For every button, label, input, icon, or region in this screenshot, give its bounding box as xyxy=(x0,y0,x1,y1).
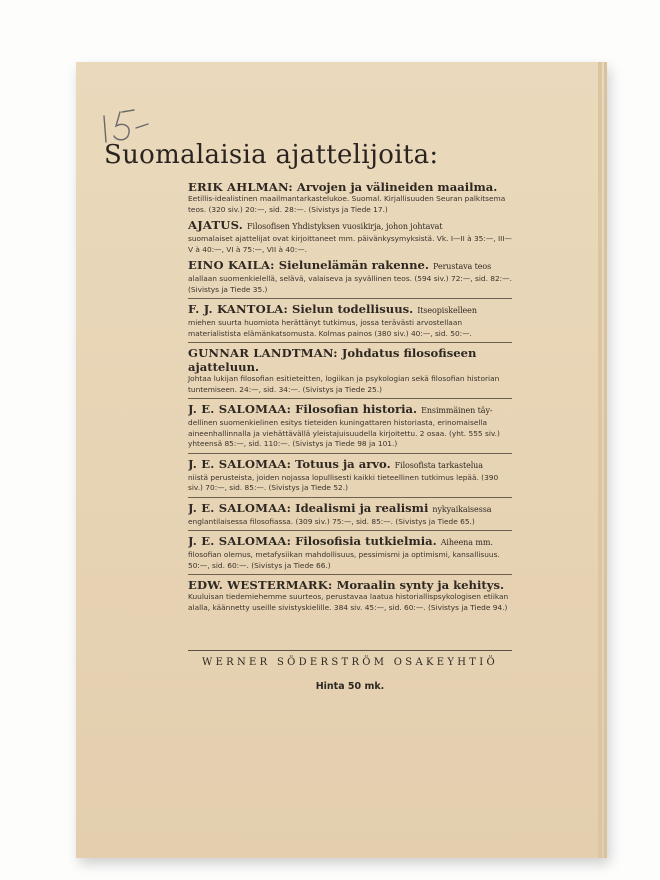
entry-heading xyxy=(188,258,512,274)
entry-heading xyxy=(188,578,512,592)
entry-heading xyxy=(188,180,512,194)
entry-author: EDW. WESTERMARK: xyxy=(188,578,333,592)
book-entry xyxy=(188,218,512,255)
book-entry xyxy=(188,530,512,571)
entry-author: EINO KAILA: xyxy=(188,258,275,272)
entry-inline-text: Filosofisen Yhdistyksen vuosikirja, johon johtavat xyxy=(247,222,443,231)
entry-title: Sielunelämän rakenne. xyxy=(278,258,429,272)
entry-heading xyxy=(188,302,512,318)
entry-description: englantilaisessa filosofiassa. (309 siv.) 75:—, sid. 85:—. (Sivistys ja Tiede 65.) xyxy=(188,516,475,526)
catalog-heading: Suomalaisia ajattelijoita: xyxy=(104,140,439,170)
cover-edge xyxy=(598,62,602,858)
entry-author: F. J. KANTOLA: xyxy=(188,302,288,316)
entry-title: Moraalin synty ja kehitys. xyxy=(336,578,505,592)
book-entry xyxy=(188,342,512,395)
entry-inline-text: Ensimmäinen täy- xyxy=(421,406,493,415)
entry-author: ERIK AHLMAN: xyxy=(188,180,293,194)
entry-title: Totuus ja arvo. xyxy=(295,456,391,471)
entry-title: Idealismi ja realismi xyxy=(295,500,429,515)
entry-author: J. E. SALOMAA: xyxy=(188,456,292,471)
entry-inline-text: Perustava teos xyxy=(433,262,492,271)
entry-description: niistä perusteista, joiden nojassa lopullisesti kaikki tieteellinen tutkimus lepää. (390 siv.) 70:—, sid. 85:—. (Sivistys ja Tiede 52.) xyxy=(188,472,499,492)
book-entry xyxy=(188,453,512,494)
entry-author: AJATUS. xyxy=(188,218,243,232)
publisher-divider xyxy=(188,650,512,651)
entry-inline-text: nykyaikaisessa xyxy=(432,504,492,514)
entry-heading xyxy=(188,218,512,234)
book-list xyxy=(188,180,512,616)
price-label: Hinta 50 mk. xyxy=(315,681,385,692)
entry-title: Johdatus filosofiseen ajatteluun. xyxy=(188,346,477,374)
book-entry xyxy=(188,398,512,450)
entry-description: Eetillis-idealistinen maailmantarkastelukoe. Suomal. Kirjallisuuden Seuran palkitsema teos. (320 siv.) 20:—, sid. 28:—. (Sivistys ja Tiede 17.) xyxy=(188,194,506,214)
entry-inline-text: Filosofista tarkastelua xyxy=(394,460,483,470)
entry-description: Johtaa lukijan filosofian esitieteitten, logiikan ja psykologian sekä filosofian historian tuntemiseen. 24:—, sid. 34:—. (Sivistys ja Tiede 25.) xyxy=(188,374,500,394)
entry-author: J. E. SALOMAA: xyxy=(188,402,292,416)
entry-description: miehen suurta huomiota herättänyt tutkimus, jossa terävästi arvostellaan materialistista elämänkatsomusta. Kolmas painos (380 siv.) 40:—, sid. 50:—. xyxy=(188,318,472,338)
entry-title: Arvojen ja välineiden maailma. xyxy=(296,180,498,194)
book-entry xyxy=(188,258,512,295)
entry-description: suomalaiset ajattelijat ovat kirjoittaneet mm. päivänkysymyksistä. Vk. I—II à 35:—, III—V à 40:—, VI à 75:—, VII à 40:—. xyxy=(188,234,512,254)
entry-author: J. E. SALOMAA: xyxy=(188,534,292,548)
publisher-name: WERNER SÖDERSTRÖM OSAKEYHTIÖ xyxy=(201,657,498,668)
entry-heading xyxy=(188,457,512,473)
entry-description: filosofian olemus, metafysiikan mahdollisuus, pessimismi ja optimismi, kansallisuus. 50:—, sid. 60:—. (Sivistys ja Tiede 66.) xyxy=(188,550,500,570)
entry-description: dellinen suomenkielinen esitys tieteiden kuningattaren historiasta, erinomaisella aineenhallinnalla ja viehättävällä yleistajuisuudella kirjoitettu. 2 osaa. (yht. 555 siv.) yhteensä 85:—, sid. 110:—. (Sivistys ja Tiede 98 ja 101.) xyxy=(188,418,500,448)
book-entry xyxy=(188,298,512,339)
entry-description: Kuuluisan tiedemiehemme suurteos, perustavaa laatua historiallispsykologisen etiikan alalla, käännetty useille sivistyskielille. 384 siv. 45:—, sid. 60:—. (Sivistys ja Tiede 94.) xyxy=(188,592,509,612)
entry-heading xyxy=(188,402,512,418)
entry-heading xyxy=(188,534,512,550)
entry-title: Filosofisia tutkielmia. xyxy=(295,534,437,548)
entry-heading xyxy=(188,346,512,374)
entry-author: GUNNAR LANDTMAN: xyxy=(188,346,338,360)
book-entry xyxy=(188,574,512,613)
book-entry xyxy=(188,497,512,528)
entry-inline-text: Aiheena mm. xyxy=(440,538,493,547)
entry-inline-text: Itseopiskelleen xyxy=(417,306,477,315)
entry-title: Filosofian historia. xyxy=(295,402,418,416)
entry-description: alallaan suomenkielellä, selävä, valaiseva ja syvällinen teos. (594 siv.) 72:—, sid. 82:—. (Sivistys ja Tiede 35.) xyxy=(188,274,512,294)
book-entry xyxy=(188,180,512,215)
entry-heading xyxy=(188,501,512,517)
entry-title: Sielun todellisuus. xyxy=(292,302,414,316)
entry-author: J. E. SALOMAA: xyxy=(188,500,292,515)
